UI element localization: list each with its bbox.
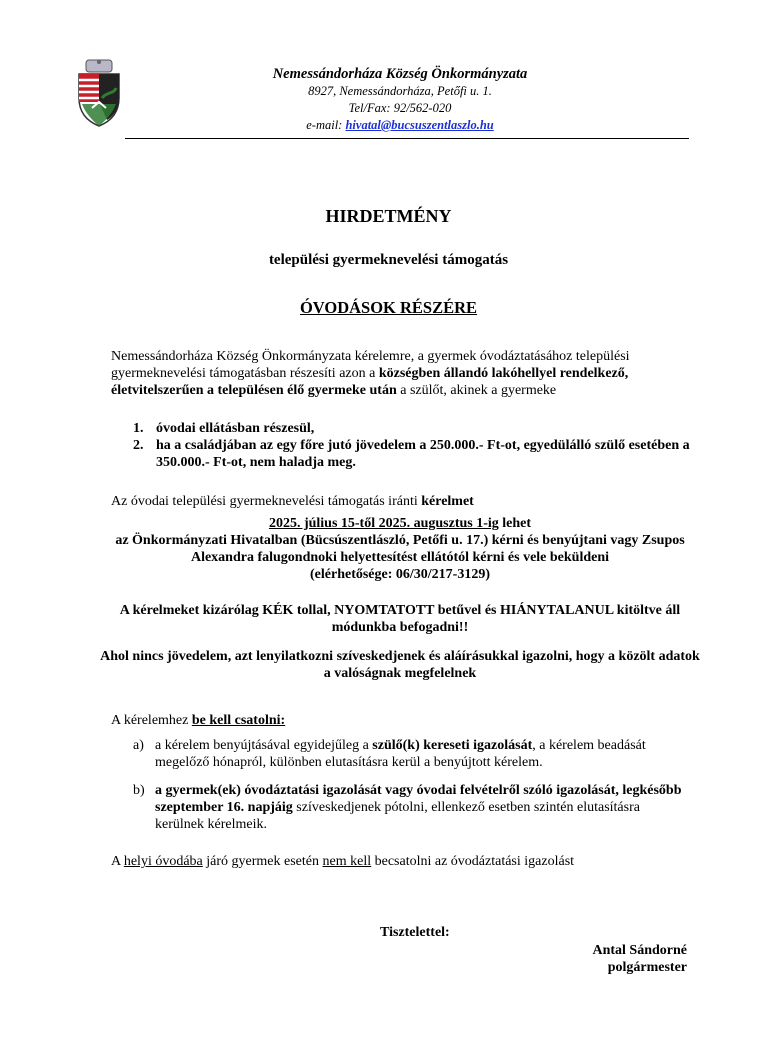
- attachment-b-bold: a gyermek(ek) óvodáztatási igazolását vagy óvodai felvételről szóló igazolását, legkésőbb szeptember 16. napjáig: [155, 783, 682, 815]
- intro-end-text: a szülőt, akinek a gyermeke: [396, 383, 557, 398]
- notice-subtitle: települési gyermeknevelési támogatás: [268, 252, 509, 268]
- local-text-2: járó gyermek esetén: [202, 854, 323, 869]
- letterhead-divider: [125, 138, 689, 139]
- intro-bold-text: községben állandó lakóhellyel rendelkező, életvitelszerűen a településen élő gyermeke után: [111, 366, 629, 398]
- local-underlined-2: nem kell: [322, 854, 372, 869]
- attachment-a-bold: szülő(k) kereseti igazolását: [372, 738, 533, 753]
- list-letter: b): [133, 783, 145, 798]
- list-item: [111, 437, 691, 471]
- application-lead-text: Az óvodai települési gyermeknevelési támogatás iránti: [111, 494, 422, 509]
- organization-name: Nemessándorháza Község Önkormányzata: [272, 66, 528, 82]
- application-contact: (elérhetősége: 06/30/217-3129): [310, 567, 490, 582]
- application-dates-line: [100, 515, 700, 532]
- application-dates: 2025. július 15-től 2025. augusztus 1-ig: [268, 516, 499, 531]
- email-label: e-mail:: [306, 118, 343, 132]
- letterhead: [180, 66, 620, 134]
- attachment-a-end: , a kérelem beadását megelőző hónapról, különben elutasításra kerül a benyújtott kérelem.: [155, 738, 646, 770]
- signature-block: [592, 942, 687, 976]
- local-text-3: becsatolni az óvodáztatási igazolást: [371, 854, 575, 869]
- organization-address: 8927, Nemessándorháza, Petőfi u. 1.: [308, 84, 492, 98]
- intro-paragraph: [111, 348, 691, 399]
- list-number: 1.: [133, 421, 144, 436]
- closing-greeting: Tisztelettel:: [380, 925, 450, 940]
- application-lead: [111, 493, 691, 510]
- application-lead-bold: kérelmet: [421, 494, 474, 509]
- list-item: [111, 737, 691, 771]
- attachments-lead-underlined: be kell csatolni:: [191, 713, 286, 728]
- notice-title: HIRDETMÉNY: [325, 206, 452, 226]
- list-number: 2.: [133, 438, 144, 453]
- local-underlined-1: helyi óvodába: [123, 854, 203, 869]
- attachments-lead-text: A kérelemhez: [111, 713, 192, 728]
- attachment-a-text: a kérelem benyújtásával egyidejűleg a: [155, 738, 373, 753]
- local-text-1: A: [111, 854, 124, 869]
- list-text: óvodai ellátásban részesül,: [156, 421, 315, 436]
- local-kindergarten-note: [111, 853, 691, 870]
- list-item: [111, 782, 691, 833]
- signer-name: Antal Sándorné: [592, 943, 687, 958]
- application-place: az Önkormányzati Hivatalban (Bücsúszentlászló, Petőfi u. 17.) kérni és benyújtani vagy Zsupos Alexandra falugondnoki helyettesítést ellátótól kérni és vele beküldeni: [115, 533, 685, 565]
- notice-income-declaration: Ahol nincs jövedelem, azt lenyilatkozni szíveskedjenek és aláírásukkal igazolni, hogy a közölt adatok a valóságnak megfelelnek: [100, 649, 700, 681]
- intro-text: Nemessándorháza Község Önkormányzata kérelemre, a gyermek óvodáztatásához települési gyermeknevelési támogatásban részesíti azon a: [111, 349, 630, 381]
- coat-of-arms-icon: [74, 58, 124, 128]
- notice-ink-requirement: A kérelmeket kizárólag KÉK tollal, NYOMTATOTT betűvel és HIÁNYTALANUL kitöltve áll módunkba befogadni!!: [119, 603, 681, 635]
- application-dates-end: lehet: [498, 516, 532, 531]
- application-block: [100, 515, 700, 583]
- attachments-lead: [111, 712, 691, 729]
- organization-email-line: [180, 117, 620, 134]
- attachments-list: [111, 737, 691, 844]
- attachment-b-end: szíveskedjenek pótolni, ellenkező esetben szintén elutasításra kerülnek kérelmeik.: [155, 800, 640, 832]
- list-letter: a): [133, 738, 144, 753]
- conditions-list: [111, 420, 691, 471]
- notice-target-group: ÓVODÁSOK RÉSZÉRE: [299, 298, 478, 317]
- list-item: [111, 420, 691, 437]
- email-link[interactable]: hivatal@bucsuszentlaszlo.hu: [345, 118, 494, 132]
- signer-title: polgármester: [607, 960, 687, 975]
- list-text: ha a családjában az egy főre jutó jövedelem a 250.000.- Ft-ot, egyedülálló szülő esetében a 350.000.- Ft-ot, nem haladja meg.: [156, 438, 690, 470]
- organization-phone: Tel/Fax: 92/562-020: [348, 101, 452, 115]
